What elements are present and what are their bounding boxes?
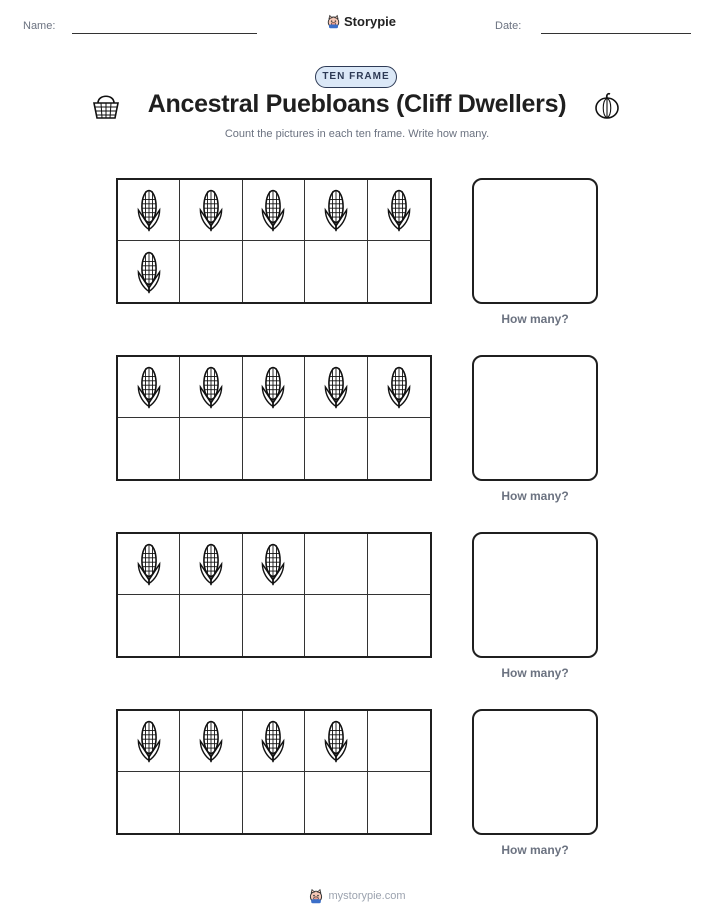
answer-box-3[interactable] (472, 532, 598, 658)
brand-name: Storypie (344, 14, 397, 29)
corn-icon (195, 187, 227, 233)
ten-frame-cell (243, 534, 305, 595)
ten-frame-cell (305, 418, 367, 479)
pig-mascot-icon (308, 888, 324, 904)
ten-frame-cell (180, 180, 242, 241)
corn-icon (320, 718, 352, 764)
name-label: Name: (23, 20, 56, 32)
footer-url[interactable]: mystorypie.com (328, 890, 406, 902)
ten-frame-cell (180, 418, 242, 479)
how-many-label-1: How many? (501, 312, 569, 326)
corn-icon (257, 541, 289, 587)
pumpkin-icon (593, 92, 621, 120)
ten-frame-cell (305, 711, 367, 772)
how-many-label-2: How many? (501, 489, 569, 503)
ten-frame-cell (180, 772, 242, 833)
how-many-label-3: How many? (501, 666, 569, 680)
name-line[interactable] (72, 33, 257, 34)
ten-frame-cell (180, 357, 242, 418)
ten-frame-cell (243, 772, 305, 833)
ten-frame-cell (368, 180, 430, 241)
ten-frame-cell (118, 357, 180, 418)
corn-icon (133, 541, 165, 587)
ten-frame-cell (368, 357, 430, 418)
answer-box-4[interactable] (472, 709, 598, 835)
corn-icon (133, 187, 165, 233)
ten-frame-cell (118, 772, 180, 833)
ten-frame-cell (243, 180, 305, 241)
corn-icon (257, 187, 289, 233)
corn-icon (195, 718, 227, 764)
ten-frame-cell (305, 595, 367, 656)
ten-frame-cell (180, 241, 242, 302)
pig-mascot-icon (326, 14, 341, 29)
ten-frame-cell (118, 241, 180, 302)
ten-frame-cell (305, 180, 367, 241)
ten-frame-cell (243, 241, 305, 302)
ten-frame-cell (305, 357, 367, 418)
ten-frame-cell (368, 241, 430, 302)
corn-icon (195, 541, 227, 587)
corn-icon (383, 187, 415, 233)
ten-frame-cell (305, 772, 367, 833)
corn-icon (257, 364, 289, 410)
ten-frame-cell (180, 711, 242, 772)
date-label: Date: (495, 20, 522, 32)
ten-frame-cell (368, 595, 430, 656)
ten-frame-2 (116, 355, 432, 481)
instructions: Count the pictures in each ten frame. Write how many. (224, 128, 490, 140)
ten-frame-cell (118, 534, 180, 595)
ten-frame-cell (243, 711, 305, 772)
brand-logo (326, 14, 396, 29)
ten-frame-cell (180, 534, 242, 595)
ten-frame-cell (243, 595, 305, 656)
ten-frame-cell (118, 595, 180, 656)
ten-frame-cell (243, 418, 305, 479)
ten-frame-cell (368, 711, 430, 772)
corn-icon (133, 249, 165, 295)
ten-frame-3 (116, 532, 432, 658)
ten-frame-cell (368, 534, 430, 595)
ten-frame-cell (368, 772, 430, 833)
basket-icon (91, 91, 121, 121)
ten-frame-cell (305, 241, 367, 302)
page-title: Ancestral Puebloans (Cliff Dwellers) (147, 90, 567, 118)
date-line[interactable] (541, 33, 691, 34)
ten-frame-cell (368, 418, 430, 479)
ten-frame-cell (180, 595, 242, 656)
corn-icon (383, 364, 415, 410)
corn-icon (257, 718, 289, 764)
ten-frame-cell (118, 711, 180, 772)
worksheet-type-badge: TEN FRAME (315, 66, 397, 88)
corn-icon (195, 364, 227, 410)
ten-frame-cell (118, 418, 180, 479)
ten-frame-1 (116, 178, 432, 304)
ten-frame-cell (305, 534, 367, 595)
corn-icon (133, 364, 165, 410)
corn-icon (320, 187, 352, 233)
answer-box-2[interactable] (472, 355, 598, 481)
corn-icon (133, 718, 165, 764)
ten-frame-cell (243, 357, 305, 418)
ten-frame-cell (118, 180, 180, 241)
ten-frame-4 (116, 709, 432, 835)
answer-box-1[interactable] (472, 178, 598, 304)
corn-icon (320, 364, 352, 410)
how-many-label-4: How many? (501, 843, 569, 857)
footer (0, 888, 714, 904)
